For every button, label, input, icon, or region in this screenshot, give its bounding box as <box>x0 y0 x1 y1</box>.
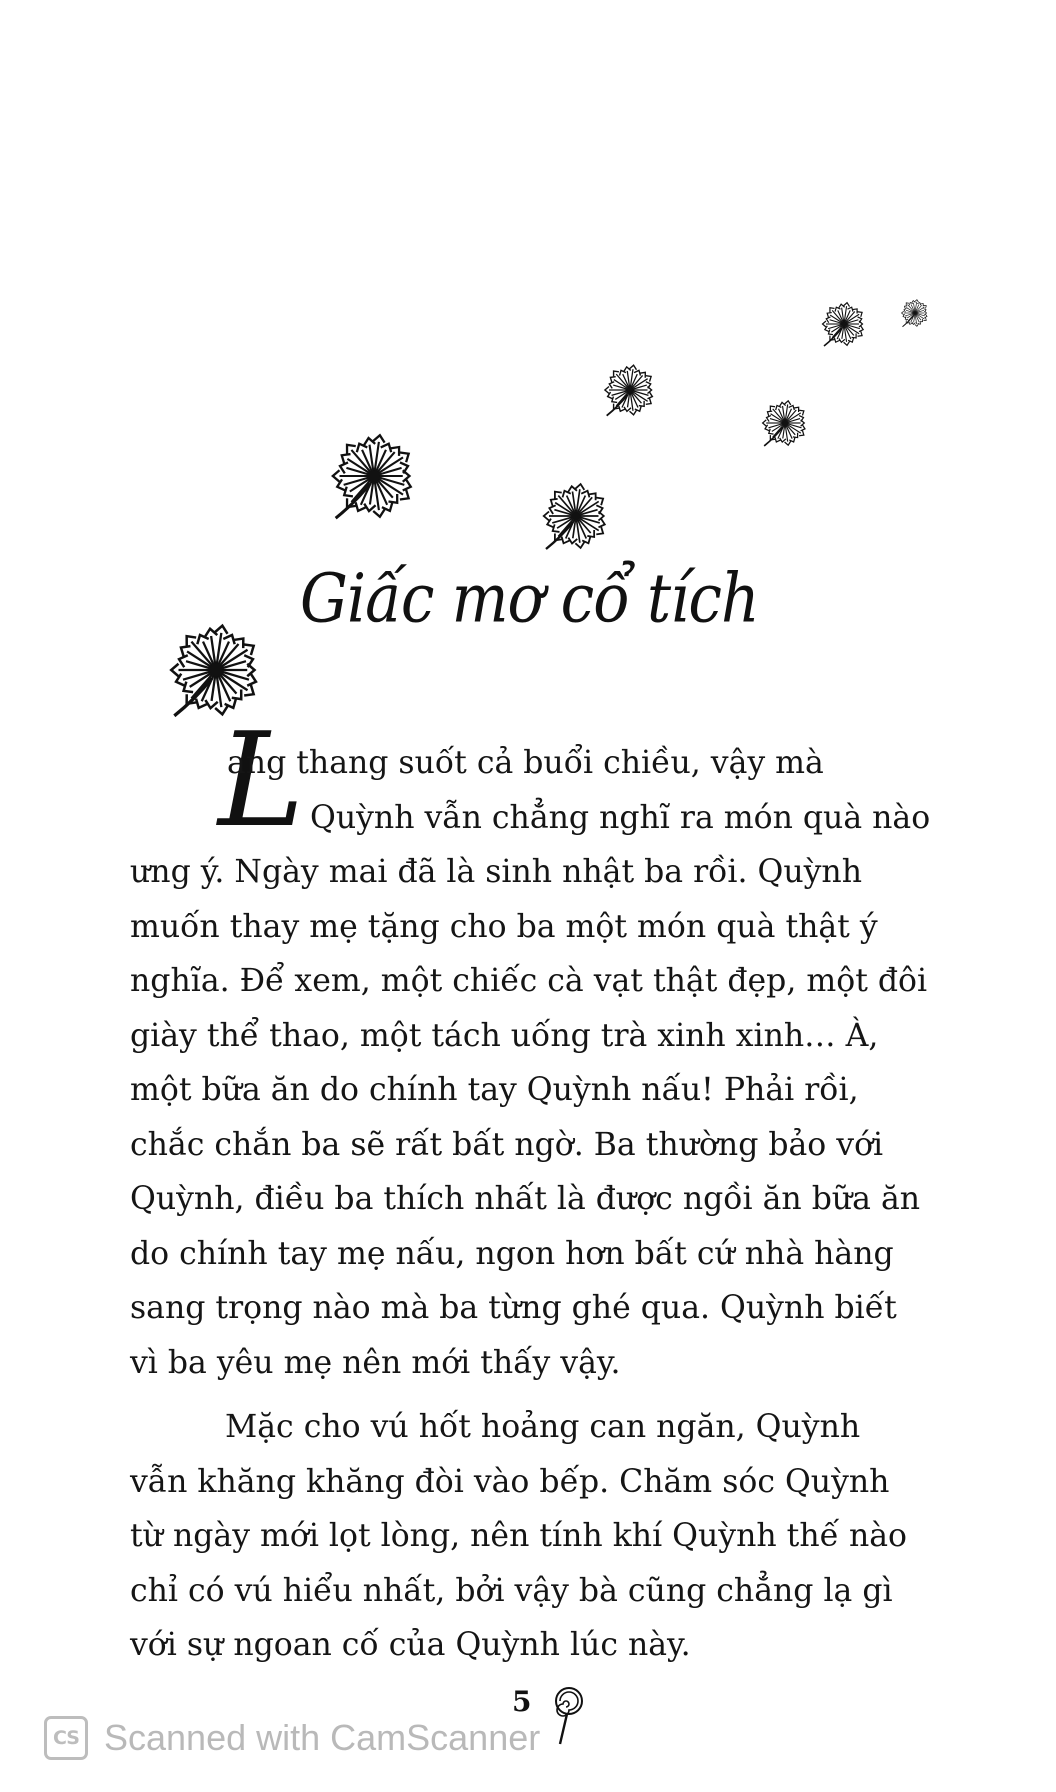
text-line: ang thang suốt cả buổi chiều, vậy mà <box>227 745 824 781</box>
dandelion-icon <box>760 398 810 448</box>
dandelion-icon <box>602 362 658 418</box>
text-line: sang trọng nào mà ba từng ghé qua. Quỳnh biết <box>130 1290 897 1326</box>
text-line: với sự ngoan cố của Quỳnh lúc này. <box>130 1627 691 1663</box>
drop-cap-letter: L <box>218 704 305 856</box>
camscanner-logo: CS <box>44 1716 88 1760</box>
text-line: nghĩa. Để xem, một chiếc cà vạt thật đẹp, một đôi <box>130 963 928 999</box>
text-line: chỉ có vú hiểu nhất, bởi vậy bà cũng chẳng lạ gì <box>130 1572 893 1609</box>
text-line: do chính tay mẹ nấu, ngon hơn bất cứ nhà hàng <box>130 1235 894 1272</box>
lollipop-icon <box>552 1686 586 1746</box>
text-line: Quỳnh, điều ba thích nhất là được ngồi ăn bữa ăn <box>130 1181 921 1217</box>
dandelion-icon <box>328 430 420 522</box>
text-line: Quỳnh vẫn chẳng nghĩ ra món quà nào <box>310 799 931 836</box>
camscanner-watermark <box>44 1714 540 1762</box>
text-line: muốn thay mẹ tặng cho ba một món quà thật ý <box>130 908 878 945</box>
text-line: vẫn khăng khăng đòi vào bếp. Chăm sóc Quỳnh <box>130 1463 890 1500</box>
text-line: một bữa ăn do chính tay Quỳnh nấu! Phải rồi, <box>130 1072 859 1108</box>
dandelion-icon <box>820 300 868 348</box>
paragraph-1 <box>130 736 931 1390</box>
paragraph-2 <box>130 1400 920 1673</box>
chapter-title: Giấc mơ cổ tích <box>300 560 759 639</box>
text-line: giày thể thao, một tách uống trà xinh xinh… À, <box>130 1017 879 1054</box>
text-line: chắc chắn ba sẽ rất bất ngờ. Ba thường bảo với <box>130 1126 884 1163</box>
text-line: vì ba yêu mẹ nên mới thấy vậy. <box>130 1344 621 1381</box>
text-line: Mặc cho vú hốt hoảng can ngăn, Quỳnh <box>225 1409 861 1445</box>
text-line: ưng ý. Ngày mai đã là sinh nhật ba rồi. Quỳnh <box>130 854 862 890</box>
dandelion-icon <box>900 298 930 328</box>
text-line: từ ngày mới lọt lòng, nên tính khí Quỳnh thế nào <box>130 1518 908 1554</box>
dandelion-icon <box>540 480 612 552</box>
watermark-text: Scanned with CamScanner <box>104 1717 541 1758</box>
page-number: 5 <box>512 1685 532 1718</box>
